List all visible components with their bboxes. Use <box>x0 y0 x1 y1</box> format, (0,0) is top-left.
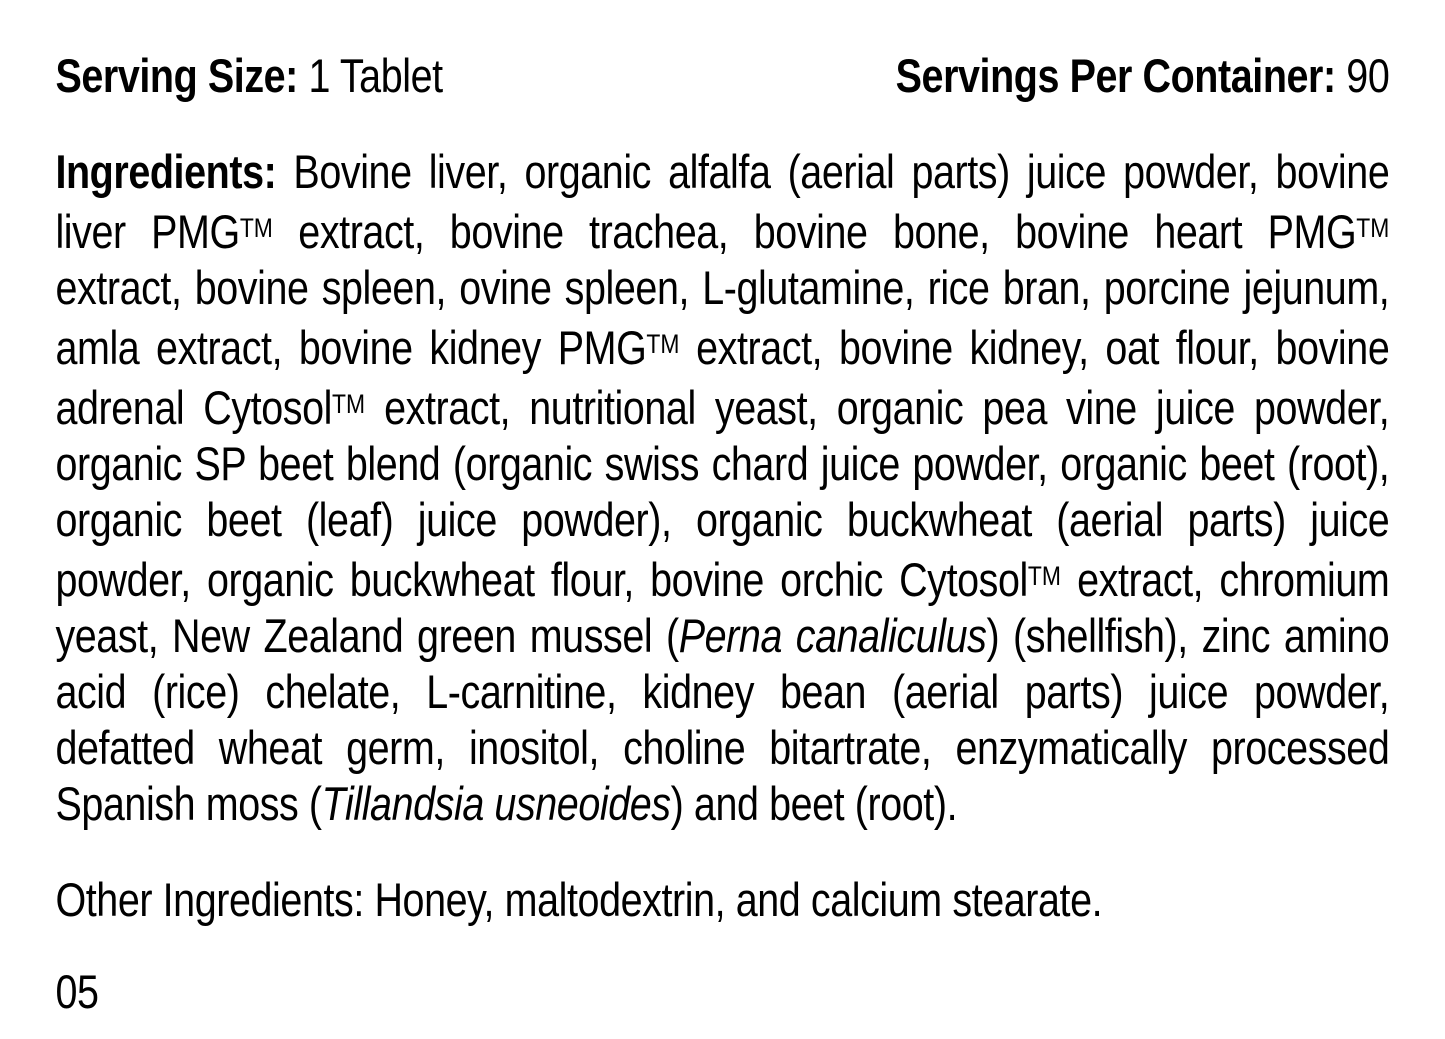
ingredient-text-segment: extract, nutritional yeast, organic pea vine juice powder, organic SP beet blend (organic swiss chard juice powder, organic beet (root), organic beet (leaf) juice powder), organic buckwheat (aerial parts) juice powder, organic buckwheat flour, bovine orchic Cytosol <box>55 380 1390 606</box>
ingredient-text-segment: extract, bovine trachea, bovine bone, bovine heart PMG <box>272 204 1357 258</box>
servings-per-container-label: Servings Per Container: <box>895 49 1336 102</box>
ingredient-text-segment: TM <box>331 387 366 419</box>
ingredient-text-segment: ) and beet (root). <box>670 776 958 830</box>
servings-per-container <box>896 48 1390 104</box>
ingredient-text-segment: TM <box>1356 212 1390 243</box>
ingredient-text-segment: extract, bovine spleen, ovine spleen, L-glutamine, rice bran, porcine jejunum, amla extract, bovine kidney PMG <box>55 260 1390 374</box>
ingredient-text-segment: extract, bovine kidney, oat flour, bovine adrenal Cytosol <box>55 320 1390 434</box>
serving-size <box>55 48 442 104</box>
ingredient-text-segment: TM <box>646 327 680 359</box>
serving-size-value: 1 Tablet <box>308 49 443 102</box>
label-code: 05 <box>55 964 99 1018</box>
other-ingredients-line: Other Ingredients: Honey, maltodextrin, and calcium stearate. <box>55 872 1103 926</box>
serving-size-label: Serving Size: <box>55 49 298 102</box>
ingredient-text-segment: Bovine liver, organic alfalfa (aerial parts) juice powder, bovine liver PMG <box>55 145 1390 258</box>
ingredients-list <box>55 145 1389 830</box>
ingredient-text-segment: extract, chromium yeast, New Zealand green mussel ( <box>55 552 1390 662</box>
serving-info-row <box>55 48 1389 104</box>
ingredient-text-segment: ) (shellfish), zinc amino acid (rice) chelate, L-carnitine, kidney bean (aerial parts) juice powder, defatted wheat germ, inositol, choline bitartrate, enzymatically processed Spanish moss ( <box>55 608 1390 830</box>
ingredients-paragraph <box>55 144 1389 832</box>
ingredient-text-segment: Perna canaliculus <box>678 608 987 662</box>
ingredient-text-segment: Tillandsia usneoides <box>321 776 671 830</box>
servings-per-container-value: 90 <box>1346 49 1390 102</box>
ingredient-text-segment: TM <box>1027 559 1061 591</box>
ingredient-text-segment: TM <box>239 212 273 243</box>
ingredients-label: Ingredients: <box>55 145 277 198</box>
